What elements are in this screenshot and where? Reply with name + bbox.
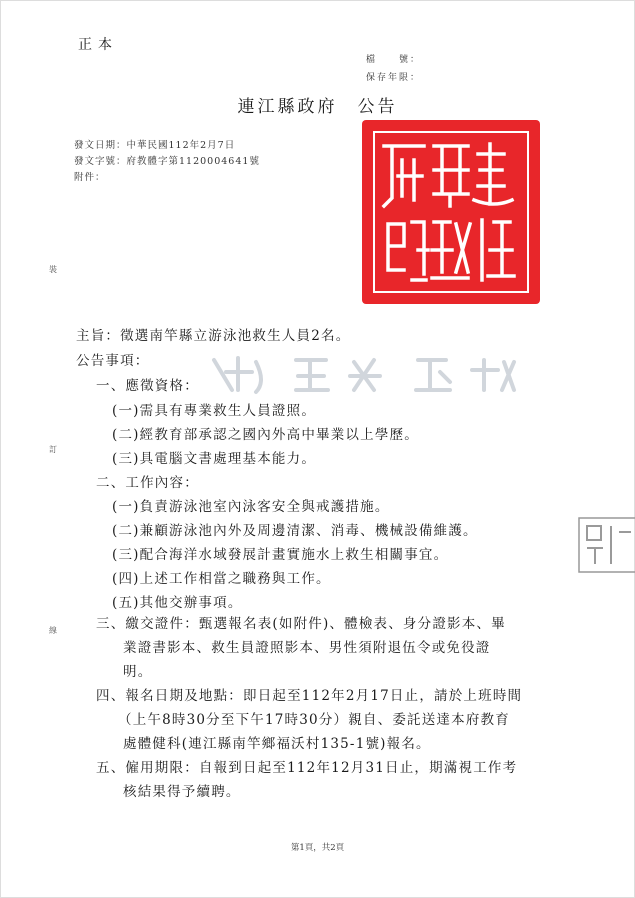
section-2-heading: 二、工作內容： (96, 475, 199, 491)
section-2-item-2: (二)兼顧游泳池內外及周邊清潔、消毒、機械設備維護。 (112, 523, 478, 539)
section-3-line-1: 三、繳交證件：甄選報名表(如附件)、體檢表、身分證影本、畢 (96, 616, 506, 632)
section-2-item-1: (一)負責游泳池室內泳客安全與戒護措施。 (112, 499, 390, 515)
retention-label: 保存年限： (366, 73, 422, 83)
section-4-line-2: （上午8時30分至下午17時30分）親自、委託送達本府教育 (118, 712, 510, 728)
section-4-line-1: 四、報名日期及地點：即日起至112年2月17日止，請於上班時間 (96, 688, 523, 704)
binding-mark-3: 線 (49, 626, 57, 635)
section-1-item-3: (三)具電腦文書處理基本能力。 (112, 451, 317, 467)
page-number: 第1頁，共2頁 (290, 843, 345, 853)
section-2-item-3: (三)配合海洋水域發展計畫實施水上救生相關事宜。 (112, 547, 449, 563)
issue-date: 發文日期：中華民國112年2月7日 (74, 140, 236, 151)
section-5-line-1: 五、僱用期限：自報到日起至112年12月31日止，期滿視工作考 (96, 760, 518, 776)
section-5-line-2: 核結果得予續聘。 (123, 784, 241, 800)
seal-glyphs (362, 120, 540, 304)
section-3-line-2: 業證書影本、救生員證照影本、男性須附退伍令或免役證 (123, 640, 491, 656)
faint-signature-stamp (204, 350, 540, 398)
items-heading: 公告事項： (76, 353, 150, 369)
section-1-item-1: (一)需具有專業救生人員證照。 (112, 403, 317, 419)
official-seal (362, 120, 540, 304)
section-2-item-4: (四)上述工作相當之職務與工作。 (112, 571, 331, 587)
section-2-item-5: (五)其他交辦事項。 (112, 595, 243, 611)
issue-number: 發文字號：府教體字第1120004641號 (74, 156, 260, 167)
section-4-line-3: 處體健科(連江縣南竿鄉福沃村135-1號)報名。 (123, 736, 431, 752)
agency-name: 連江縣政府 (237, 97, 338, 117)
section-3-line-3: 明。 (123, 664, 153, 680)
binding-mark-1: 裝 (49, 265, 57, 274)
section-1-heading: 一、應徵資格： (96, 378, 199, 394)
partial-seal-right (575, 514, 635, 574)
document-type: 公告 (357, 97, 398, 117)
section-1-item-2: (二)經教育部承認之國內外高中畢業以上學歷。 (112, 427, 419, 443)
copy-label: 正本 (78, 37, 118, 53)
subject-line: 主旨：徵選南竿縣立游泳池救生人員2名。 (76, 328, 351, 344)
file-number-label: 檔 號： (366, 55, 422, 65)
document-title (0, 92, 635, 117)
attachment-label: 附件： (74, 172, 106, 183)
binding-mark-2: 訂 (49, 445, 57, 454)
